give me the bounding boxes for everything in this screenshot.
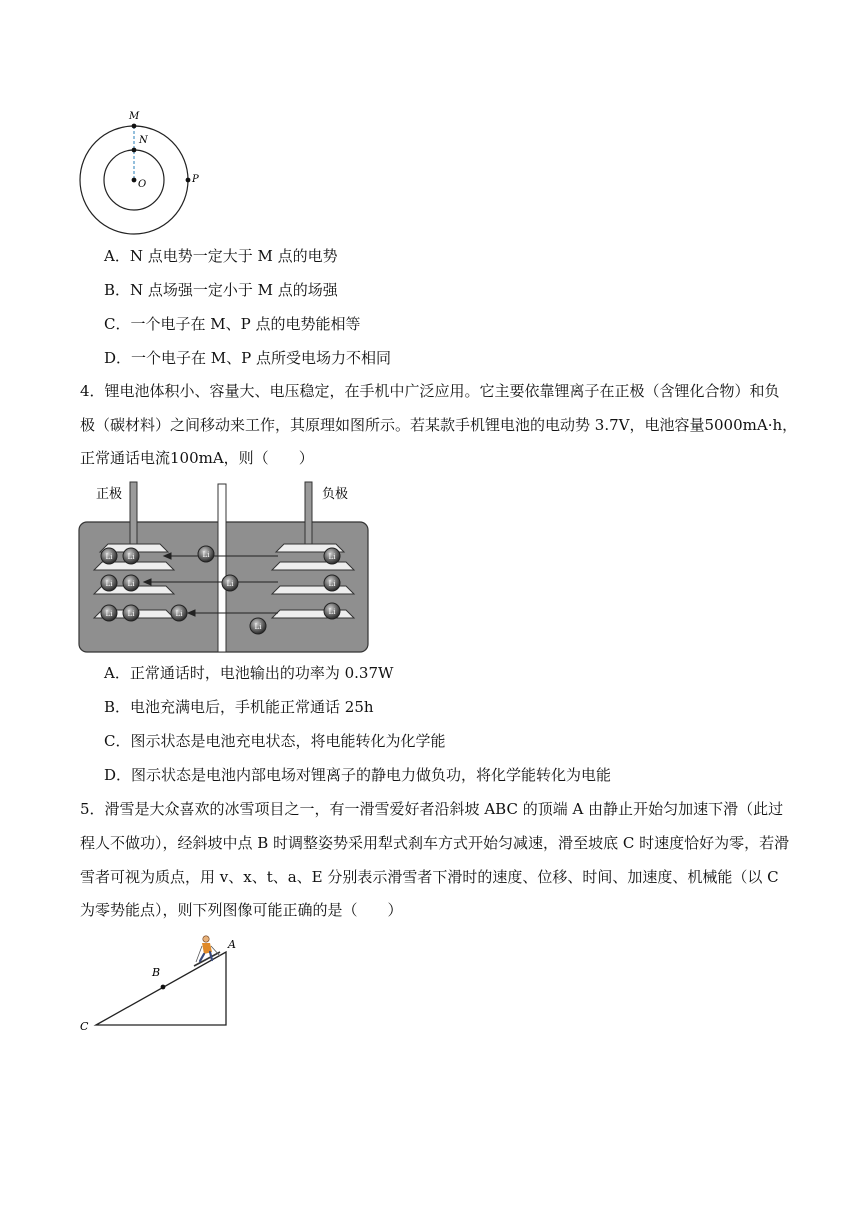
point-b: [161, 985, 166, 990]
svg-text:Li: Li: [127, 553, 135, 561]
svg-text:Li: Li: [127, 610, 135, 618]
q4-stem-line-2: 极（碳材料）之间移动来工作，其原理如图所示。若某款手机锂电池的电动势 3.7V，电池容量5000mA·h，: [80, 416, 798, 434]
q4-stem-line-3: 正常通话电流100mA，则（ ）: [80, 449, 314, 467]
label-m: M: [129, 111, 140, 122]
q4-option-b: B．电池充满电后，手机能正常通话 25h: [104, 698, 374, 716]
point-m: [132, 124, 137, 129]
label-b: B: [152, 966, 161, 979]
label-n: N: [139, 135, 148, 146]
svg-text:Li: Li: [328, 580, 336, 588]
q3-option-d: D．一个电子在 M、P 点所受电场力不相同: [104, 349, 392, 367]
point-n: [132, 148, 137, 153]
q4-stem-line-1: 4．锂电池体积小、容量大、电压稳定，在手机中广泛应用。它主要依靠锂离子在正极（含锂化合物）和负: [80, 382, 780, 400]
label-p: P: [192, 174, 199, 185]
svg-text:Li: Li: [105, 553, 113, 561]
label-o: O: [138, 179, 147, 190]
concentric-circles-figure: [70, 105, 210, 235]
separator: [218, 484, 226, 652]
label-a: A: [228, 938, 236, 951]
svg-text:Li: Li: [328, 553, 336, 561]
svg-text:Li: Li: [105, 610, 113, 618]
ski-slope-figure: [74, 930, 244, 1036]
positive-electrode-label: 正极: [96, 487, 123, 502]
q3-option-b: B．N 点场强一定小于 M 点的场强: [104, 281, 338, 299]
q5-stem-line-4: 为零势能点），则下列图像可能正确的是（ ）: [80, 901, 403, 919]
point-p: [186, 178, 191, 183]
svg-text:Li: Li: [175, 610, 183, 618]
q5-stem-line-3: 雪者可视为质点，用 v、x、t、a、E 分别表示滑雪者下滑时的速度、位移、时间、加速度、机械能（以 C: [80, 868, 779, 886]
skier-icon: [194, 936, 220, 966]
svg-text:Li: Li: [105, 580, 113, 588]
negative-electrode-label: 负极: [322, 487, 349, 502]
q5-stem-line-1: 5．滑雪是大众喜欢的冰雪项目之一，有一滑雪爱好者沿斜坡 ABC 的顶端 A 由静止开始匀加速下滑（此过: [80, 800, 784, 818]
q4-option-c: C．图示状态是电池充电状态，将电能转化为化学能: [104, 732, 446, 750]
svg-text:Li: Li: [202, 551, 210, 559]
svg-text:Li: Li: [226, 580, 234, 588]
positive-terminal: [130, 482, 137, 544]
label-c: C: [80, 1020, 89, 1033]
slope-triangle: [96, 952, 226, 1025]
svg-text:Li: Li: [127, 580, 135, 588]
q3-option-c: C．一个电子在 M、P 点的电势能相等: [104, 315, 361, 333]
q5-stem-line-2: 程人不做功），经斜坡中点 B 时调整姿势采用犁式刹车方式开始匀减速，滑至坡底 C 时速度恰好为零，若滑: [80, 834, 790, 852]
q3-option-a: A．N 点电势一定大于 M 点的电势: [104, 247, 338, 265]
svg-text:Li: Li: [254, 623, 262, 631]
point-o: [132, 178, 137, 183]
q4-option-a: A．正常通话时，电池输出的功率为 0.37W: [104, 664, 394, 682]
q4-option-d: D．图示状态是电池内部电场对锂离子的静电力做负功，将化学能转化为电能: [104, 766, 612, 784]
svg-text:Li: Li: [328, 608, 336, 616]
negative-terminal: [305, 482, 312, 544]
lithium-battery-figure: [78, 478, 370, 656]
